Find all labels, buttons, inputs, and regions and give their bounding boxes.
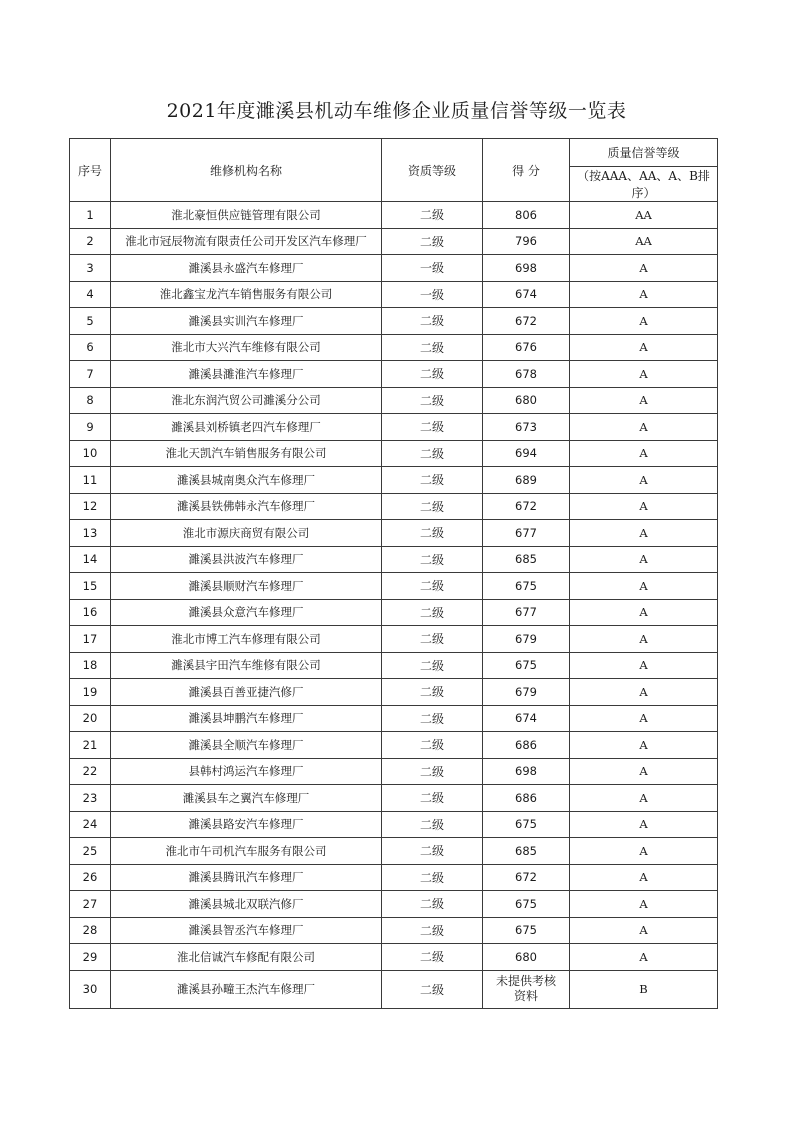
- row-qualification: 二级: [382, 944, 483, 971]
- row-index: 20: [70, 705, 111, 732]
- table-row: [70, 414, 718, 441]
- row-rating: A: [570, 414, 718, 441]
- row-qualification: 二级: [382, 440, 483, 467]
- row-rating: AA: [570, 228, 718, 255]
- row-score: 689: [483, 467, 570, 494]
- row-name: 濉溪县永盛汽车修理厂: [111, 255, 382, 282]
- header-name: 维修机构名称: [111, 139, 382, 202]
- table-row: [70, 679, 718, 706]
- header-rating: 质量信誉等级: [570, 139, 718, 167]
- row-qualification: 二级: [382, 811, 483, 838]
- row-qualification: 二级: [382, 679, 483, 706]
- row-qualification: 二级: [382, 573, 483, 600]
- row-score: 672: [483, 308, 570, 335]
- header-index: 序号: [70, 139, 111, 202]
- row-index: 21: [70, 732, 111, 759]
- row-rating: A: [570, 334, 718, 361]
- row-index: 23: [70, 785, 111, 812]
- row-qualification: 二级: [382, 467, 483, 494]
- row-rating: B: [570, 970, 718, 1008]
- table-row: [70, 944, 718, 971]
- row-score: 675: [483, 573, 570, 600]
- row-name: 淮北市午司机汽车服务有限公司: [111, 838, 382, 865]
- row-qualification: 二级: [382, 334, 483, 361]
- row-score: 698: [483, 758, 570, 785]
- table-row: [70, 573, 718, 600]
- table-row: [70, 626, 718, 653]
- row-qualification: 二级: [382, 228, 483, 255]
- row-qualification: 二级: [382, 758, 483, 785]
- row-qualification: 二级: [382, 917, 483, 944]
- row-rating: A: [570, 679, 718, 706]
- row-name: 濉溪县全顺汽车修理厂: [111, 732, 382, 759]
- row-name: 淮北天凯汽车销售服务有限公司: [111, 440, 382, 467]
- row-rating: A: [570, 626, 718, 653]
- row-index: 27: [70, 891, 111, 918]
- row-name: 淮北市博工汽车修理有限公司: [111, 626, 382, 653]
- row-qualification: 二级: [382, 864, 483, 891]
- rating-table: [69, 138, 718, 1009]
- row-name: 县韩村鸿运汽车修理厂: [111, 758, 382, 785]
- row-index: 26: [70, 864, 111, 891]
- row-rating: A: [570, 758, 718, 785]
- table-row: [70, 520, 718, 547]
- row-score-line2: 资料: [513, 989, 538, 1003]
- table-row: [70, 705, 718, 732]
- row-qualification: 二级: [382, 493, 483, 520]
- row-index: 25: [70, 838, 111, 865]
- row-name: 淮北信诚汽车修配有限公司: [111, 944, 382, 971]
- table-row: [70, 864, 718, 891]
- row-rating: A: [570, 785, 718, 812]
- row-name: 濉溪县坤鹏汽车修理厂: [111, 705, 382, 732]
- table-row: [70, 811, 718, 838]
- row-score: 686: [483, 732, 570, 759]
- table-row: [70, 281, 718, 308]
- row-index: 3: [70, 255, 111, 282]
- row-score: 679: [483, 679, 570, 706]
- row-score: 680: [483, 387, 570, 414]
- row-index: 1: [70, 202, 111, 229]
- row-name: 濉溪县城北双联汽修厂: [111, 891, 382, 918]
- row-score: 680: [483, 944, 570, 971]
- row-score-line1: 未提供考核: [495, 974, 556, 988]
- row-qualification: 二级: [382, 414, 483, 441]
- row-rating: A: [570, 361, 718, 388]
- row-index: 7: [70, 361, 111, 388]
- row-name: 濉溪县城南奥众汽车修理厂: [111, 467, 382, 494]
- row-name: 濉溪县腾讯汽车修理厂: [111, 864, 382, 891]
- row-name: 濉溪县实训汽车修理厂: [111, 308, 382, 335]
- table-row: [70, 652, 718, 679]
- row-index: 15: [70, 573, 111, 600]
- row-rating: A: [570, 255, 718, 282]
- row-qualification: 二级: [382, 387, 483, 414]
- row-name: 淮北市冠辰物流有限责任公司开发区汽车修理厂: [111, 228, 382, 255]
- row-index: 11: [70, 467, 111, 494]
- row-qualification: 二级: [382, 785, 483, 812]
- row-rating: A: [570, 546, 718, 573]
- row-score: 674: [483, 705, 570, 732]
- row-score: 676: [483, 334, 570, 361]
- table-row: [70, 440, 718, 467]
- row-rating: A: [570, 944, 718, 971]
- row-index: 18: [70, 652, 111, 679]
- row-qualification: 二级: [382, 546, 483, 573]
- header-qualification: 资质等级: [382, 139, 483, 202]
- row-rating: A: [570, 520, 718, 547]
- header-rating-note: （按AAA、AA、A、B排序）: [570, 167, 718, 202]
- row-score: 678: [483, 361, 570, 388]
- table-body: [70, 202, 718, 1009]
- row-name: 淮北豪恒供应链管理有限公司: [111, 202, 382, 229]
- row-index: 28: [70, 917, 111, 944]
- table-row: [70, 546, 718, 573]
- row-index: 19: [70, 679, 111, 706]
- row-qualification: 二级: [382, 520, 483, 547]
- row-name: 淮北市源庆商贸有限公司: [111, 520, 382, 547]
- row-qualification: 二级: [382, 626, 483, 653]
- table-row: [70, 255, 718, 282]
- row-rating: A: [570, 281, 718, 308]
- row-index: 13: [70, 520, 111, 547]
- row-rating: A: [570, 917, 718, 944]
- table-row: [70, 228, 718, 255]
- row-score: 686: [483, 785, 570, 812]
- table-row: [70, 361, 718, 388]
- row-qualification: 一级: [382, 281, 483, 308]
- row-name: 淮北市大兴汽车维修有限公司: [111, 334, 382, 361]
- row-rating: AA: [570, 202, 718, 229]
- row-rating: A: [570, 864, 718, 891]
- row-rating: A: [570, 387, 718, 414]
- row-score: 677: [483, 599, 570, 626]
- row-name: 濉溪县众意汽车修理厂: [111, 599, 382, 626]
- row-index: 29: [70, 944, 111, 971]
- row-index: 30: [70, 970, 111, 1008]
- row-name: 濉溪县顺财汽车修理厂: [111, 573, 382, 600]
- row-score: 694: [483, 440, 570, 467]
- row-rating: A: [570, 811, 718, 838]
- table-row: [70, 758, 718, 785]
- row-qualification: 二级: [382, 308, 483, 335]
- page-title: 2021年度濉溪县机动车维修企业质量信誉等级一览表: [166, 100, 627, 122]
- row-rating: A: [570, 493, 718, 520]
- row-score: 675: [483, 652, 570, 679]
- table-row: [70, 493, 718, 520]
- row-name: 濉溪县濉淮汽车修理厂: [111, 361, 382, 388]
- row-index: 2: [70, 228, 111, 255]
- row-qualification: 二级: [382, 202, 483, 229]
- row-score: 698: [483, 255, 570, 282]
- header-score: 得 分: [483, 139, 570, 202]
- row-score: 674: [483, 281, 570, 308]
- row-rating: A: [570, 652, 718, 679]
- table-row: [70, 334, 718, 361]
- row-index: 4: [70, 281, 111, 308]
- row-name: 濉溪县车之翼汽车修理厂: [111, 785, 382, 812]
- row-score: 685: [483, 838, 570, 865]
- row-score: 796: [483, 228, 570, 255]
- row-score: 806: [483, 202, 570, 229]
- row-name: 濉溪县孙疃王杰汽车修理厂: [111, 970, 382, 1008]
- row-index: 9: [70, 414, 111, 441]
- row-qualification: 二级: [382, 838, 483, 865]
- row-qualification: 二级: [382, 970, 483, 1008]
- table-row: [70, 599, 718, 626]
- row-score: 675: [483, 917, 570, 944]
- row-name: 濉溪县路安汽车修理厂: [111, 811, 382, 838]
- row-score: 672: [483, 493, 570, 520]
- row-score: 685: [483, 546, 570, 573]
- row-index: 10: [70, 440, 111, 467]
- row-qualification: 二级: [382, 361, 483, 388]
- table-row: [70, 308, 718, 335]
- row-qualification: 二级: [382, 652, 483, 679]
- table-row: [70, 970, 718, 1008]
- row-score: 675: [483, 811, 570, 838]
- row-name: 濉溪县宇田汽车维修有限公司: [111, 652, 382, 679]
- row-index: 12: [70, 493, 111, 520]
- row-index: 22: [70, 758, 111, 785]
- table-row: [70, 387, 718, 414]
- row-rating: A: [570, 705, 718, 732]
- row-index: 16: [70, 599, 111, 626]
- row-rating: A: [570, 467, 718, 494]
- table-row: [70, 785, 718, 812]
- table-row: [70, 891, 718, 918]
- row-rating: A: [570, 440, 718, 467]
- table-row: [70, 202, 718, 229]
- row-index: 8: [70, 387, 111, 414]
- row-index: 5: [70, 308, 111, 335]
- row-score: 672: [483, 864, 570, 891]
- row-qualification: 二级: [382, 705, 483, 732]
- row-name: 濉溪县刘桥镇老四汽车修理厂: [111, 414, 382, 441]
- row-name: 濉溪县百善亚捷汽修厂: [111, 679, 382, 706]
- row-qualification: 二级: [382, 891, 483, 918]
- row-index: 6: [70, 334, 111, 361]
- row-name: 淮北鑫宝龙汽车销售服务有限公司: [111, 281, 382, 308]
- row-score: 679: [483, 626, 570, 653]
- row-index: 24: [70, 811, 111, 838]
- row-rating: A: [570, 732, 718, 759]
- row-rating: A: [570, 891, 718, 918]
- row-rating: A: [570, 573, 718, 600]
- row-qualification: 二级: [382, 732, 483, 759]
- table-row: [70, 838, 718, 865]
- row-name: 淮北东润汽贸公司濉溪分公司: [111, 387, 382, 414]
- row-rating: A: [570, 838, 718, 865]
- row-qualification: 一级: [382, 255, 483, 282]
- table-row: [70, 467, 718, 494]
- row-index: 17: [70, 626, 111, 653]
- row-score: 677: [483, 520, 570, 547]
- row-rating: A: [570, 308, 718, 335]
- row-index: 14: [70, 546, 111, 573]
- row-rating: A: [570, 599, 718, 626]
- table-row: [70, 732, 718, 759]
- row-score: 673: [483, 414, 570, 441]
- row-score: [483, 970, 570, 1008]
- row-score: 675: [483, 891, 570, 918]
- row-qualification: 二级: [382, 599, 483, 626]
- row-name: 濉溪县洪波汽车修理厂: [111, 546, 382, 573]
- table-row: [70, 917, 718, 944]
- row-name: 濉溪县铁佛韩永汽车修理厂: [111, 493, 382, 520]
- row-name: 濉溪县智丞汽车修理厂: [111, 917, 382, 944]
